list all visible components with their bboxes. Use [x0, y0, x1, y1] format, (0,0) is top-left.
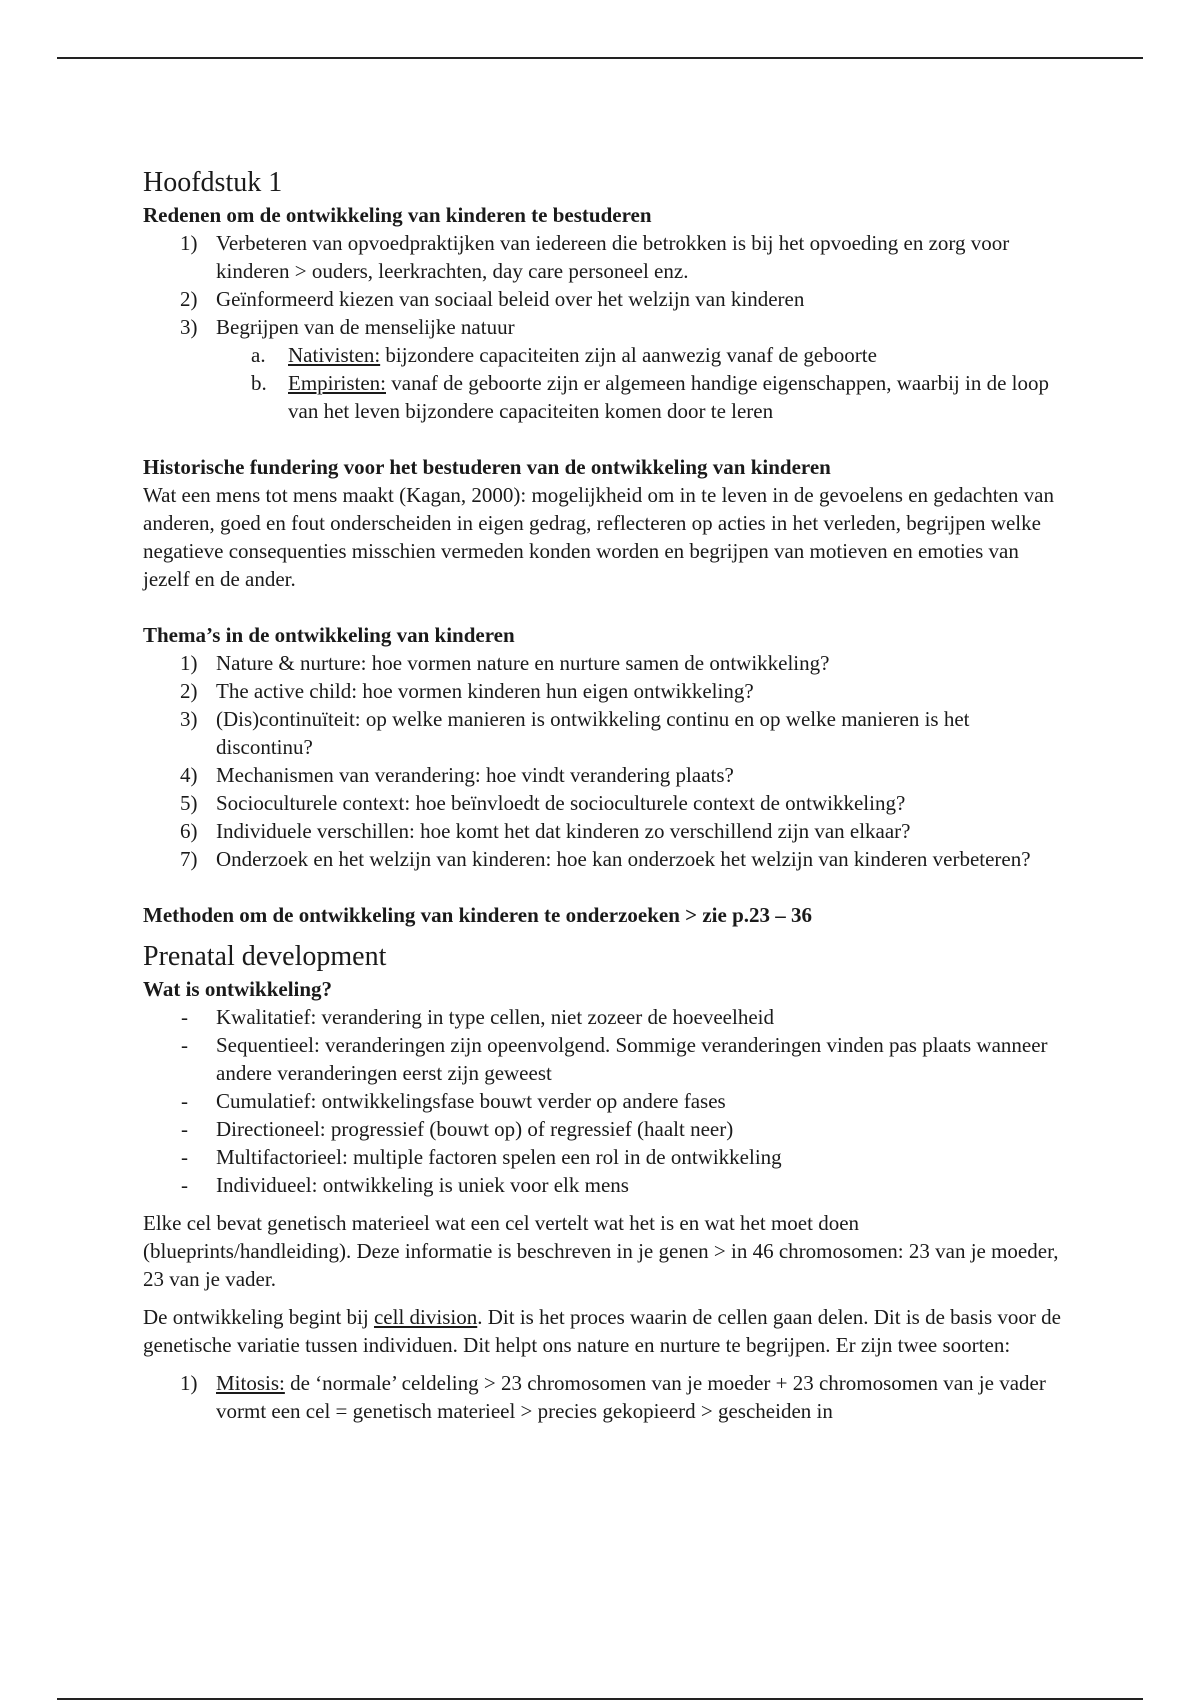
list-item: - Sequentieel: veranderingen zijn opeenvolgend. Sommige veranderingen vinden pas plaats wanneer andere veranderingen eerst zijn geweest	[181, 1033, 1048, 1085]
nature-sublist	[143, 341, 1063, 425]
section-heading-historische-fundering: Historische fundering voor het bestuderen van de ontwikkeling van kinderen	[143, 455, 831, 479]
cell-division-list	[143, 1369, 1063, 1425]
chapter-title-hoofdstuk-1: Hoofdstuk 1	[143, 167, 283, 198]
list-item: - Cumulatief: ontwikkelingsfase bouwt verder op andere fases	[181, 1089, 726, 1113]
list-item: - Individueel: ontwikkeling is uniek voor elk mens	[181, 1173, 629, 1197]
list-item: 7) Onderzoek en het welzijn van kinderen: hoe kan onderzoek het welzijn van kinderen verbeteren?	[180, 847, 1031, 871]
list-item: - Kwalitatief: verandering in type cellen, niet zozeer de hoeveelheid	[181, 1005, 774, 1029]
section-heading-redenen: Redenen om de ontwikkeling van kinderen te bestuderen	[143, 203, 652, 227]
term-nativisten: Nativisten:	[288, 343, 381, 367]
top-rule	[57, 57, 1143, 59]
list-item: 1) Mitosis: de ‘normale’ celdeling > 23 chromosomen van je moeder + 23 chromosomen van je vader vormt een cel = genetisch materieel > precies gekopieerd > gescheiden in	[180, 1371, 1046, 1423]
sub-list-item: a. Nativisten: bijzondere capaciteiten zijn al aanwezig vanaf de geboorte	[251, 343, 877, 367]
list-item: 4) Mechanismen van verandering: hoe vindt verandering plaats?	[180, 763, 734, 787]
list-item: 2) Geïnformeerd kiezen van sociaal beleid over het welzijn van kinderen	[180, 287, 805, 311]
section-heading-methoden: Methoden om de ontwikkeling van kinderen te onderzoeken > zie p.23 – 36	[143, 903, 813, 927]
term-empiristen: Empiristen:	[288, 371, 386, 395]
themes-list	[143, 649, 1063, 873]
list-item: - Multifactorieel: multiple factoren spelen een rol in de ontwikkeling	[181, 1145, 782, 1169]
chapter-title-prenatal: Prenatal development	[143, 941, 387, 972]
section-heading-wat-is-ontwikkeling: Wat is ontwikkeling?	[143, 977, 333, 1001]
paragraph-cell-division: De ontwikkeling begint bij cell division. Dit is het proces waarin de cellen gaan delen. Dit is de basis voor de genetische variatie tussen individuen. Dit helpt ons nature en nurture te begrijpen. Er zijn twee soorten:	[143, 1305, 1061, 1357]
list-item: 3) (Dis)continuïteit: op welke manieren is ontwikkeling continu en op welke manieren is het discontinu?	[180, 707, 970, 759]
reasons-list	[143, 229, 1063, 341]
list-item: 5) Socioculturele context: hoe beïnvloedt de socioculturele context de ontwikkeling?	[180, 791, 906, 815]
document-body	[143, 165, 1063, 1425]
list-item: 1) Verbeteren van opvoedpraktijken van iedereen die betrokken is bij het opvoeding en zorg voor kinderen > ouders, leerkrachten, day care personeel enz.	[180, 231, 1010, 283]
section-heading-themas: Thema’s in de ontwikkeling van kinderen	[143, 623, 515, 647]
term-mitosis: Mitosis:	[216, 1371, 285, 1395]
paragraph-genetisch-materieel: Elke cel bevat genetisch materieel wat een cel vertelt wat het is en wat het moet doen (blueprints/handleiding). Deze informatie is beschreven in je genen > in 46 chromosomen: 23 van je moeder, 23 van je vader.	[143, 1211, 1059, 1291]
paragraph-kagan: Wat een mens tot mens maakt (Kagan, 2000): mogelijkheid om in te leven in de gevoelens en gedachten van anderen, goed en fout onderscheiden in eigen gedrag, reflecteren op acties in het verleden, begrijpen welke negatieve consequenties misschien vermeden konden worden en begrijpen van motieven en emoties van jezelf en de ander.	[143, 483, 1054, 591]
list-item: 1) Nature & nurture: hoe vormen nature en nurture samen de ontwikkeling?	[180, 651, 830, 675]
list-item: 2) The active child: hoe vormen kinderen hun eigen ontwikkeling?	[180, 679, 754, 703]
list-item: - Directioneel: progressief (bouwt op) of regressief (haalt neer)	[181, 1117, 734, 1141]
sub-list-item: b. Empiristen: vanaf de geboorte zijn er algemeen handige eigenschappen, waarbij in de loop van het leven bijzondere capaciteiten komen door te leren	[251, 371, 1049, 423]
development-traits-list	[143, 1003, 1063, 1199]
list-item: 6) Individuele verschillen: hoe komt het dat kinderen zo verschillend zijn van elkaar?	[180, 819, 911, 843]
term-cell-division: cell division	[373, 1305, 478, 1329]
list-item: 3) Begrijpen van de menselijke natuur	[180, 315, 515, 339]
